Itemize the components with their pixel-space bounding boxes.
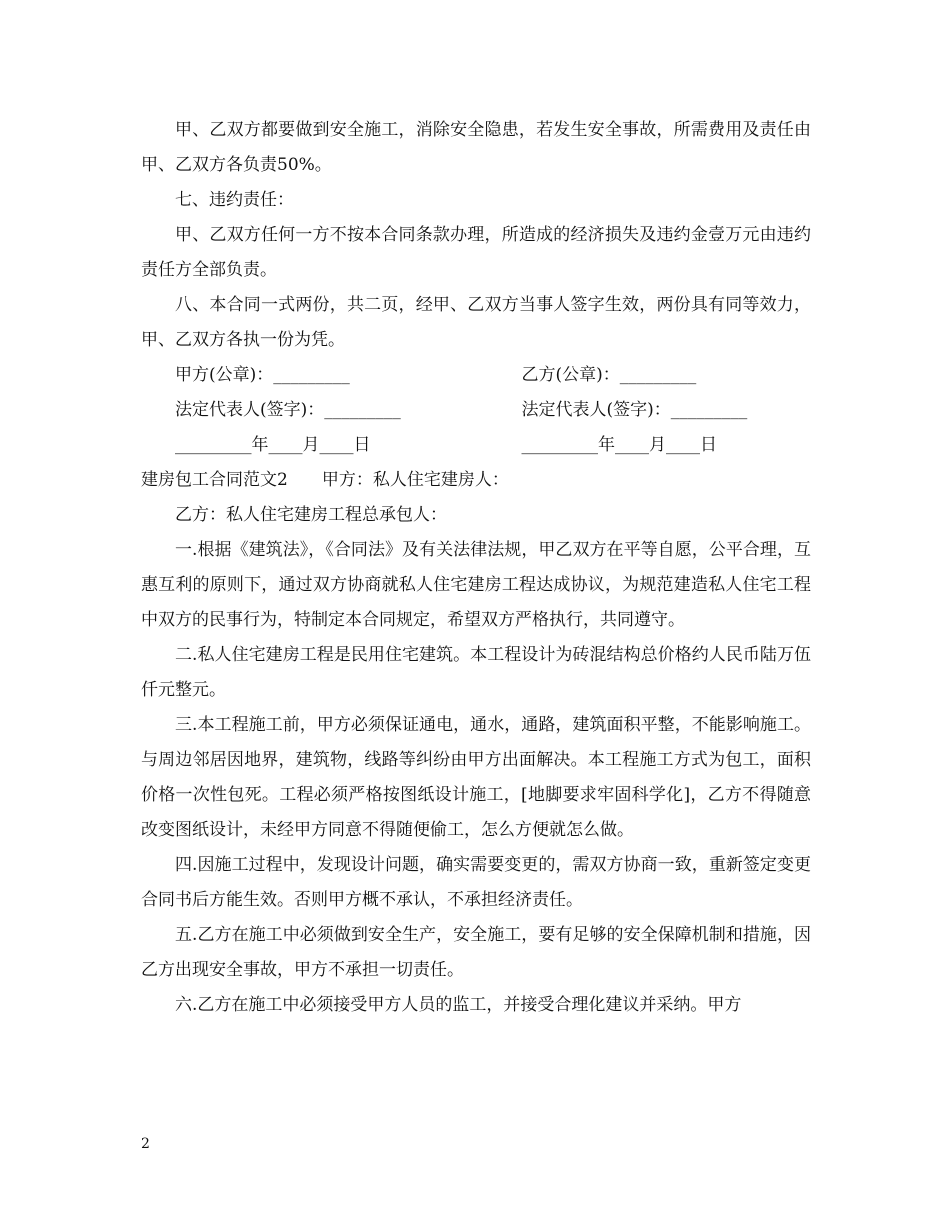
section-heading-breach-liability: 七、违约责任： [175,190,294,210]
party-b-seal-line: 乙方(公章)：_________ [521,365,697,385]
clause-1-legal-basis: 一.根据《建筑法》，《合同法》及有关法律法规，甲乙双方在平等自愿，公平合理，互惠互利的原则下，通过双方协商就私人住宅建房工程达成协议，为规范建造私人住宅工程中双方的民事行为，特制定本合同规定，希望双方严格执行，共同遵守。 [141,540,811,630]
contract-2-heading: 建房包工合同范文2 甲方：私人住宅建房人： [141,470,509,490]
party-b-contractor-line: 乙方：私人住宅建房工程总承包人： [175,505,447,525]
party-a-representative-line: 法定代表人(签字)：_________ [175,400,401,420]
document-body [141,113,811,1023]
party-b-date-line: _________年____月____日 [521,435,717,455]
paragraph-safety-responsibility: 甲、乙双方都要做到安全施工，消除安全隐患，若发生安全事故，所需费用及责任由甲、乙双方各负责50%。 [141,120,811,175]
signature-row-date [141,428,811,463]
signature-row-seal [141,358,811,393]
page-number: 2 [141,1136,150,1152]
clause-4-design-changes: 四.因施工过程中，发现设计问题，确实需要变更的，需双方协商一致，重新签定变更合同书后方能生效。否则甲方概不承认，不承担经济责任。 [141,855,811,910]
party-a-seal-line: 甲方(公章)：_________ [175,365,350,385]
clause-2-project-price: 二.私人住宅建房工程是民用住宅建筑。本工程设计为砖混结构总价格约人民币陆万伍仟元整元。 [141,645,811,700]
paragraph-copies-clause: 八、本合同一式两份，共二页，经甲、乙双方当事人签字生效，两份具有同等效力，甲、乙双方各执一份为凭。 [141,295,811,350]
party-a-date-line: _________年____月____日 [175,435,371,455]
party-b-representative-line: 法定代表人(签字)：_________ [521,400,748,420]
paragraph-breach-liability: 甲、乙双方任何一方不按本合同条款办理，所造成的经济损失及违约金壹万元由违约责任方全部负责。 [141,225,811,280]
clause-5-safety: 五.乙方在施工中必须做到安全生产，安全施工，要有足够的安全保障机制和措施，因乙方出现安全事故，甲方不承担一切责任。 [141,925,811,980]
clause-3-pre-construction: 三.本工程施工前，甲方必须保证通电，通水，通路，建筑面积平整，不能影响施工。与周边邻居因地界，建筑物，线路等纠纷由甲方出面解决。本工程施工方式为包工，面积价格一次性包死。工程必须严格按图纸设计施工，[地脚要求牢固科学化]，乙方不得随意改变图纸设计，未经甲方同意不得随便偷工，怎么方便就怎么做。 [141,715,811,840]
clause-6-supervision: 六.乙方在施工中必须接受甲方人员的监工，并接受合理化建议并采纳。甲方 [175,995,742,1015]
signature-row-representative [141,393,811,428]
